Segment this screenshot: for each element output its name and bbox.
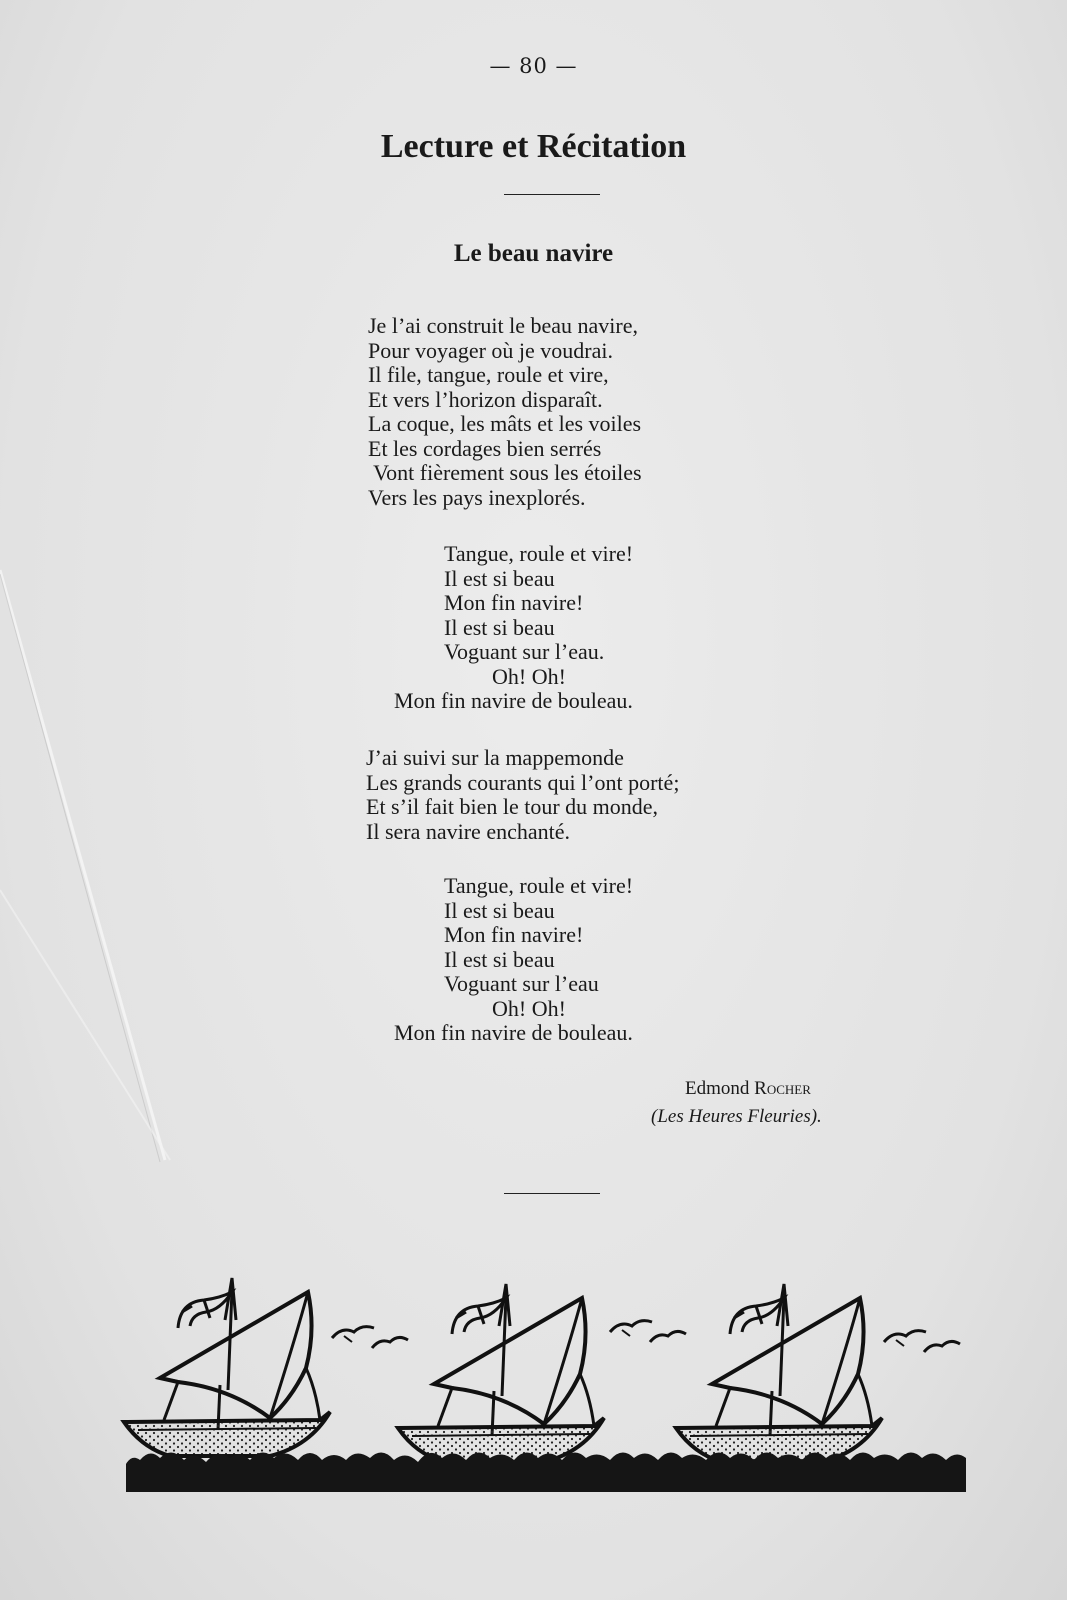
- poem-line: Mon fin navire!: [444, 590, 584, 615]
- chorus-2: [384, 874, 633, 1046]
- poem-line: Vers les pays inexplorés.: [368, 484, 586, 510]
- stanza-1: [368, 314, 642, 510]
- poem-line: Pour voyager où je voudrai.: [368, 337, 613, 363]
- poem-line: Vont fièrement sous les étoiles: [368, 460, 642, 485]
- poem-line: Mon fin navire!: [444, 922, 584, 947]
- poem-title: Le beau navire: [453, 240, 614, 267]
- stanza-2: [366, 746, 679, 844]
- end-rule: [504, 1193, 600, 1194]
- poem-line: Tangue, roule et vire!: [444, 541, 634, 566]
- poem-line: Je l’ai construit le beau navire,: [368, 313, 639, 338]
- poem-line: Oh! Oh!: [492, 663, 566, 689]
- source-citation: (Les Heures Fleuries).: [651, 1106, 822, 1127]
- sailboats-illustration: [120, 1270, 980, 1510]
- poem-line: Tangue, roule et vire!: [444, 873, 634, 898]
- page-number: — 80 —: [489, 54, 578, 78]
- poem-line: Et les cordages bien serrés: [368, 435, 602, 461]
- poem-line: Il est si beau: [444, 614, 555, 640]
- poem-line: Il file, tangue, roule et vire,: [368, 362, 609, 387]
- poem-line: Il est si beau: [444, 897, 555, 923]
- section-title: Lecture et Récitation: [380, 128, 687, 165]
- poem-line: Voguant sur l’eau.: [444, 639, 605, 664]
- poem-line: Et s’il fait bien le tour du monde,: [366, 794, 659, 819]
- poem-line: J’ai suivi sur la mappemonde: [366, 745, 624, 770]
- poem-line: Mon fin navire de bouleau.: [394, 688, 633, 713]
- author-last-name: Rocher: [754, 1078, 811, 1099]
- author-name: [685, 1078, 811, 1100]
- poem-line: Il est si beau: [444, 946, 555, 972]
- poem-line: Il sera navire enchanté.: [366, 818, 570, 844]
- poem-line: La coque, les mâts et les voiles: [368, 411, 642, 436]
- poem-line: Mon fin navire de bouleau.: [394, 1020, 633, 1045]
- title-rule: [504, 194, 600, 195]
- author-first-name: Edmond: [685, 1078, 750, 1099]
- poem-line: Oh! Oh!: [492, 995, 566, 1021]
- poem-line: Et vers l’horizon disparaît.: [368, 386, 603, 412]
- poem-line: Les grands courants qui l’ont porté;: [366, 769, 680, 795]
- poem-line: Il est si beau: [444, 565, 555, 591]
- chorus-1: [384, 542, 633, 714]
- poem-line: Voguant sur l’eau: [444, 971, 599, 996]
